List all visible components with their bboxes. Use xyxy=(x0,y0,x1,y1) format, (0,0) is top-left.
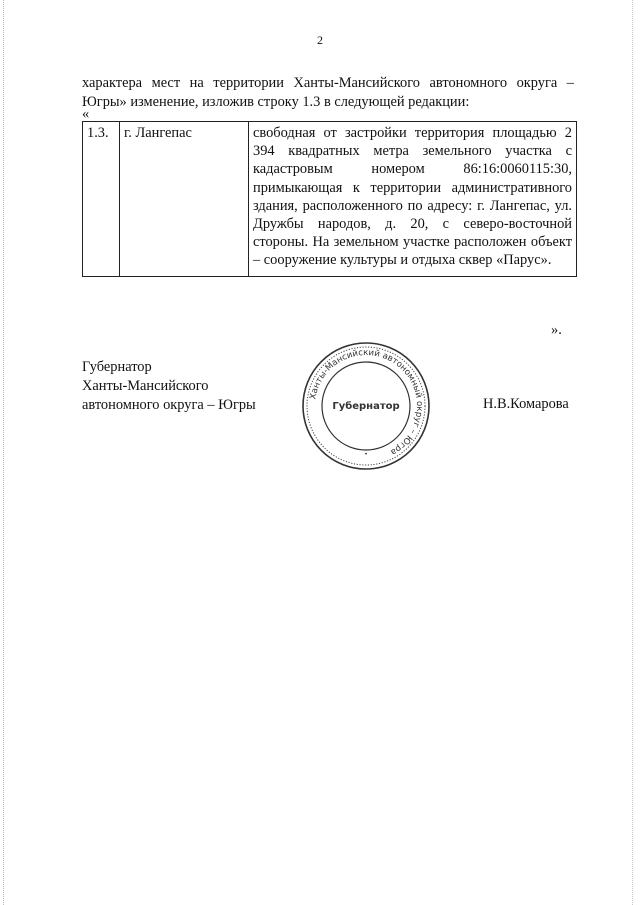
intro-line-1: характера мест на территории Ханты-Мансийского автономного округа – xyxy=(82,75,574,91)
signatory-title-line-2: Ханты-Мансийского xyxy=(82,378,209,394)
page-number: 2 xyxy=(317,33,323,47)
intro-paragraph xyxy=(82,74,574,112)
row-description-cell: свободная от застройки территория площадью 2 394 квадратных метра земельного участка с кадастровым номером 86:16:0060115:30, примыкающая к территории административного здания, расположенного по адресу: г. Лангепас, ул. Дружбы народов, д. 20, с северо-восточной стороны. На земельном участке расположен объект – сооружение культуры и отдыха сквер «Парус». xyxy=(249,122,577,277)
stamp-center-text: Губернатор xyxy=(332,401,400,412)
signatory-title-line-3: автономного округа – Югры xyxy=(82,397,256,413)
signatory-title-line-1: Губернатор xyxy=(82,359,152,375)
stamp-ring-text: Ханты-Мансийский автономный округ – Югра xyxy=(308,347,425,457)
official-stamp xyxy=(300,340,432,472)
signatory-title xyxy=(82,358,256,415)
stamp-star-icon: • xyxy=(364,451,368,458)
scan-left-edge xyxy=(3,0,5,905)
intro-line-2: Югры» изменение, изложив строку 1.3 в следующей редакции: xyxy=(82,94,470,110)
scan-right-edge xyxy=(632,0,634,905)
row-number-cell: 1.3. xyxy=(83,122,120,277)
row-place-cell: г. Лангепас xyxy=(120,122,249,277)
closing-quote: ». xyxy=(551,322,562,338)
table-row xyxy=(83,122,577,277)
signatory-name: Н.В.Комарова xyxy=(483,396,569,412)
opening-quote: « xyxy=(82,106,90,122)
amendment-table xyxy=(82,121,577,277)
